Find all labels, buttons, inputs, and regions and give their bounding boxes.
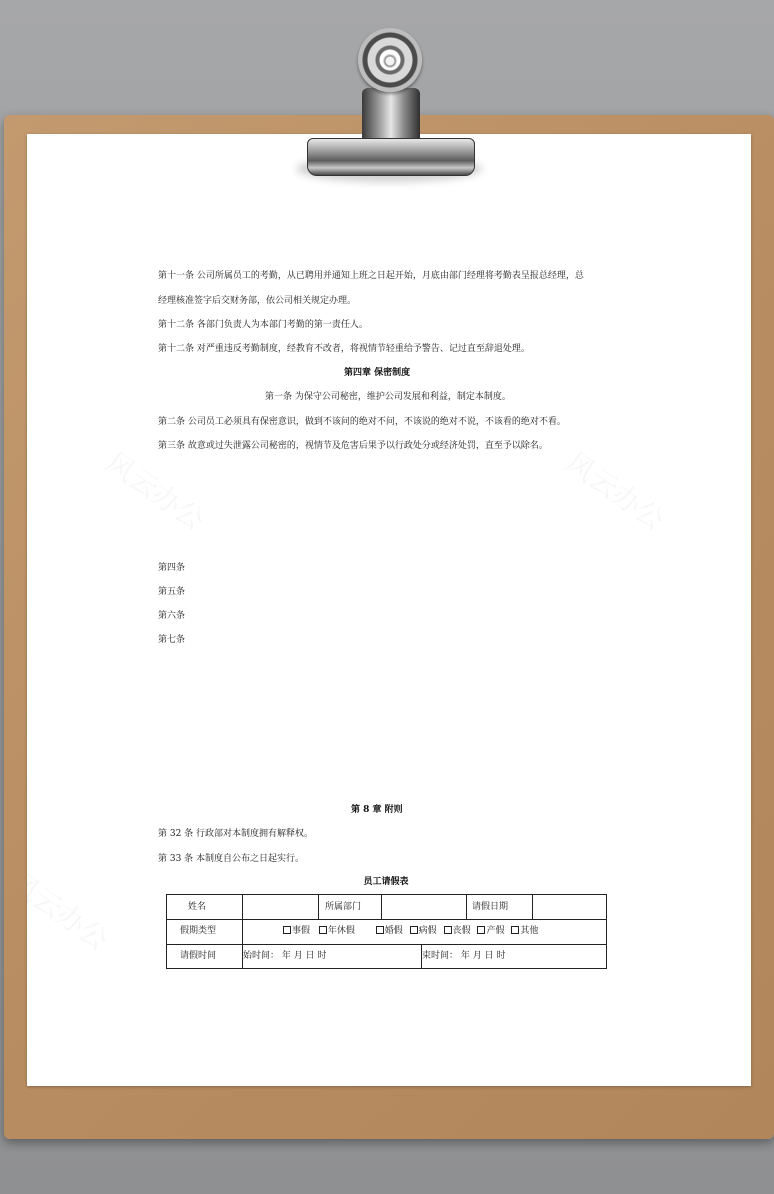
end-time-field[interactable]: 束时间： 年 月 日 时 xyxy=(422,951,506,961)
name-field[interactable] xyxy=(243,895,319,919)
article-32: 第 32 条 行政部对本制度拥有解释权。 xyxy=(158,829,314,839)
dept-field[interactable] xyxy=(382,895,467,919)
checkbox-icon[interactable] xyxy=(376,926,384,934)
chapter-4-article-1: 第一条 为保守公司秘密，维护公司发展和利益，制定本制度。 xyxy=(265,392,511,402)
checkbox-icon[interactable] xyxy=(444,926,452,934)
article-11-line2: 经理核准签字后交财务部，依公司相关规定办理。 xyxy=(158,296,357,306)
article-6: 第六条 xyxy=(158,611,186,621)
leave-form-row-3 xyxy=(167,944,606,968)
option-other-leave[interactable]: 其他 xyxy=(511,919,538,944)
chapter-4-title: 第四章 保密制度 xyxy=(344,368,411,378)
option-marriage-leave[interactable]: 婚假 xyxy=(376,919,403,944)
checkbox-icon[interactable] xyxy=(477,926,485,934)
option-annual-leave[interactable]: 年休假 xyxy=(319,919,355,944)
article-11-line1: 第十一条 公司所属员工的考勤，从已聘用并通知上班之日起开始，月底由部门经理将考勤表呈报总经理，总 xyxy=(158,271,584,281)
option-bereavement-leave[interactable]: 丧假 xyxy=(444,919,471,944)
option-sick-leave[interactable]: 病假 xyxy=(410,919,437,944)
chapter-4-article-3: 第三条 故意或过失泄露公司秘密的，视情节及危害后果予以行政处分或经济处罚，直至予以除名。 xyxy=(158,441,548,451)
date-label: 请假日期 xyxy=(467,895,533,919)
checkbox-icon[interactable] xyxy=(319,926,327,934)
date-field[interactable] xyxy=(533,895,606,919)
type-options xyxy=(283,919,606,944)
clip-neck xyxy=(362,88,420,144)
leave-form-row-1 xyxy=(167,895,606,920)
article-4: 第四条 xyxy=(158,563,186,573)
article-5: 第五条 xyxy=(158,587,186,597)
checkbox-icon[interactable] xyxy=(410,926,418,934)
chapter-8-title: 第 8 章 附则 xyxy=(351,805,403,815)
article-33: 第 33 条 本制度自公布之日起实行。 xyxy=(158,854,305,864)
name-label: 姓名 xyxy=(167,895,243,919)
type-label: 假期类型 xyxy=(167,919,243,944)
watermark: 风云办公 xyxy=(3,865,115,957)
leave-form-title: 员工请假表 xyxy=(363,877,409,887)
article-12b: 第十二条 对严重违反考勤制度，经教育不改者，将视情节轻重给予警告、记过直至辞退处理。 xyxy=(158,344,530,354)
watermark: 风云办公 xyxy=(99,445,211,537)
leave-form-row-2 xyxy=(167,919,606,945)
leave-form-table xyxy=(166,894,607,969)
start-time-field[interactable]: 始时间： 年 月 日 时 xyxy=(243,944,422,968)
dept-label: 所属部门 xyxy=(319,895,382,919)
time-label: 请假时间 xyxy=(167,944,243,968)
article-12: 第十二条 各部门负责人为本部门考勤的第一责任人。 xyxy=(158,320,368,330)
checkbox-icon[interactable] xyxy=(283,926,291,934)
option-maternity-leave[interactable]: 产假 xyxy=(477,919,504,944)
chapter-4-article-2: 第二条 公司员工必须具有保密意识，做到不该问的绝对不问，不该说的绝对不说，不该看的绝对不看。 xyxy=(158,417,566,427)
watermark: 风云办公 xyxy=(559,445,671,537)
binder-clip xyxy=(307,138,475,176)
checkbox-icon[interactable] xyxy=(511,926,519,934)
option-personal-leave[interactable]: 事假 xyxy=(283,919,310,944)
clip-rivet xyxy=(383,54,397,68)
article-7: 第七条 xyxy=(158,635,186,645)
